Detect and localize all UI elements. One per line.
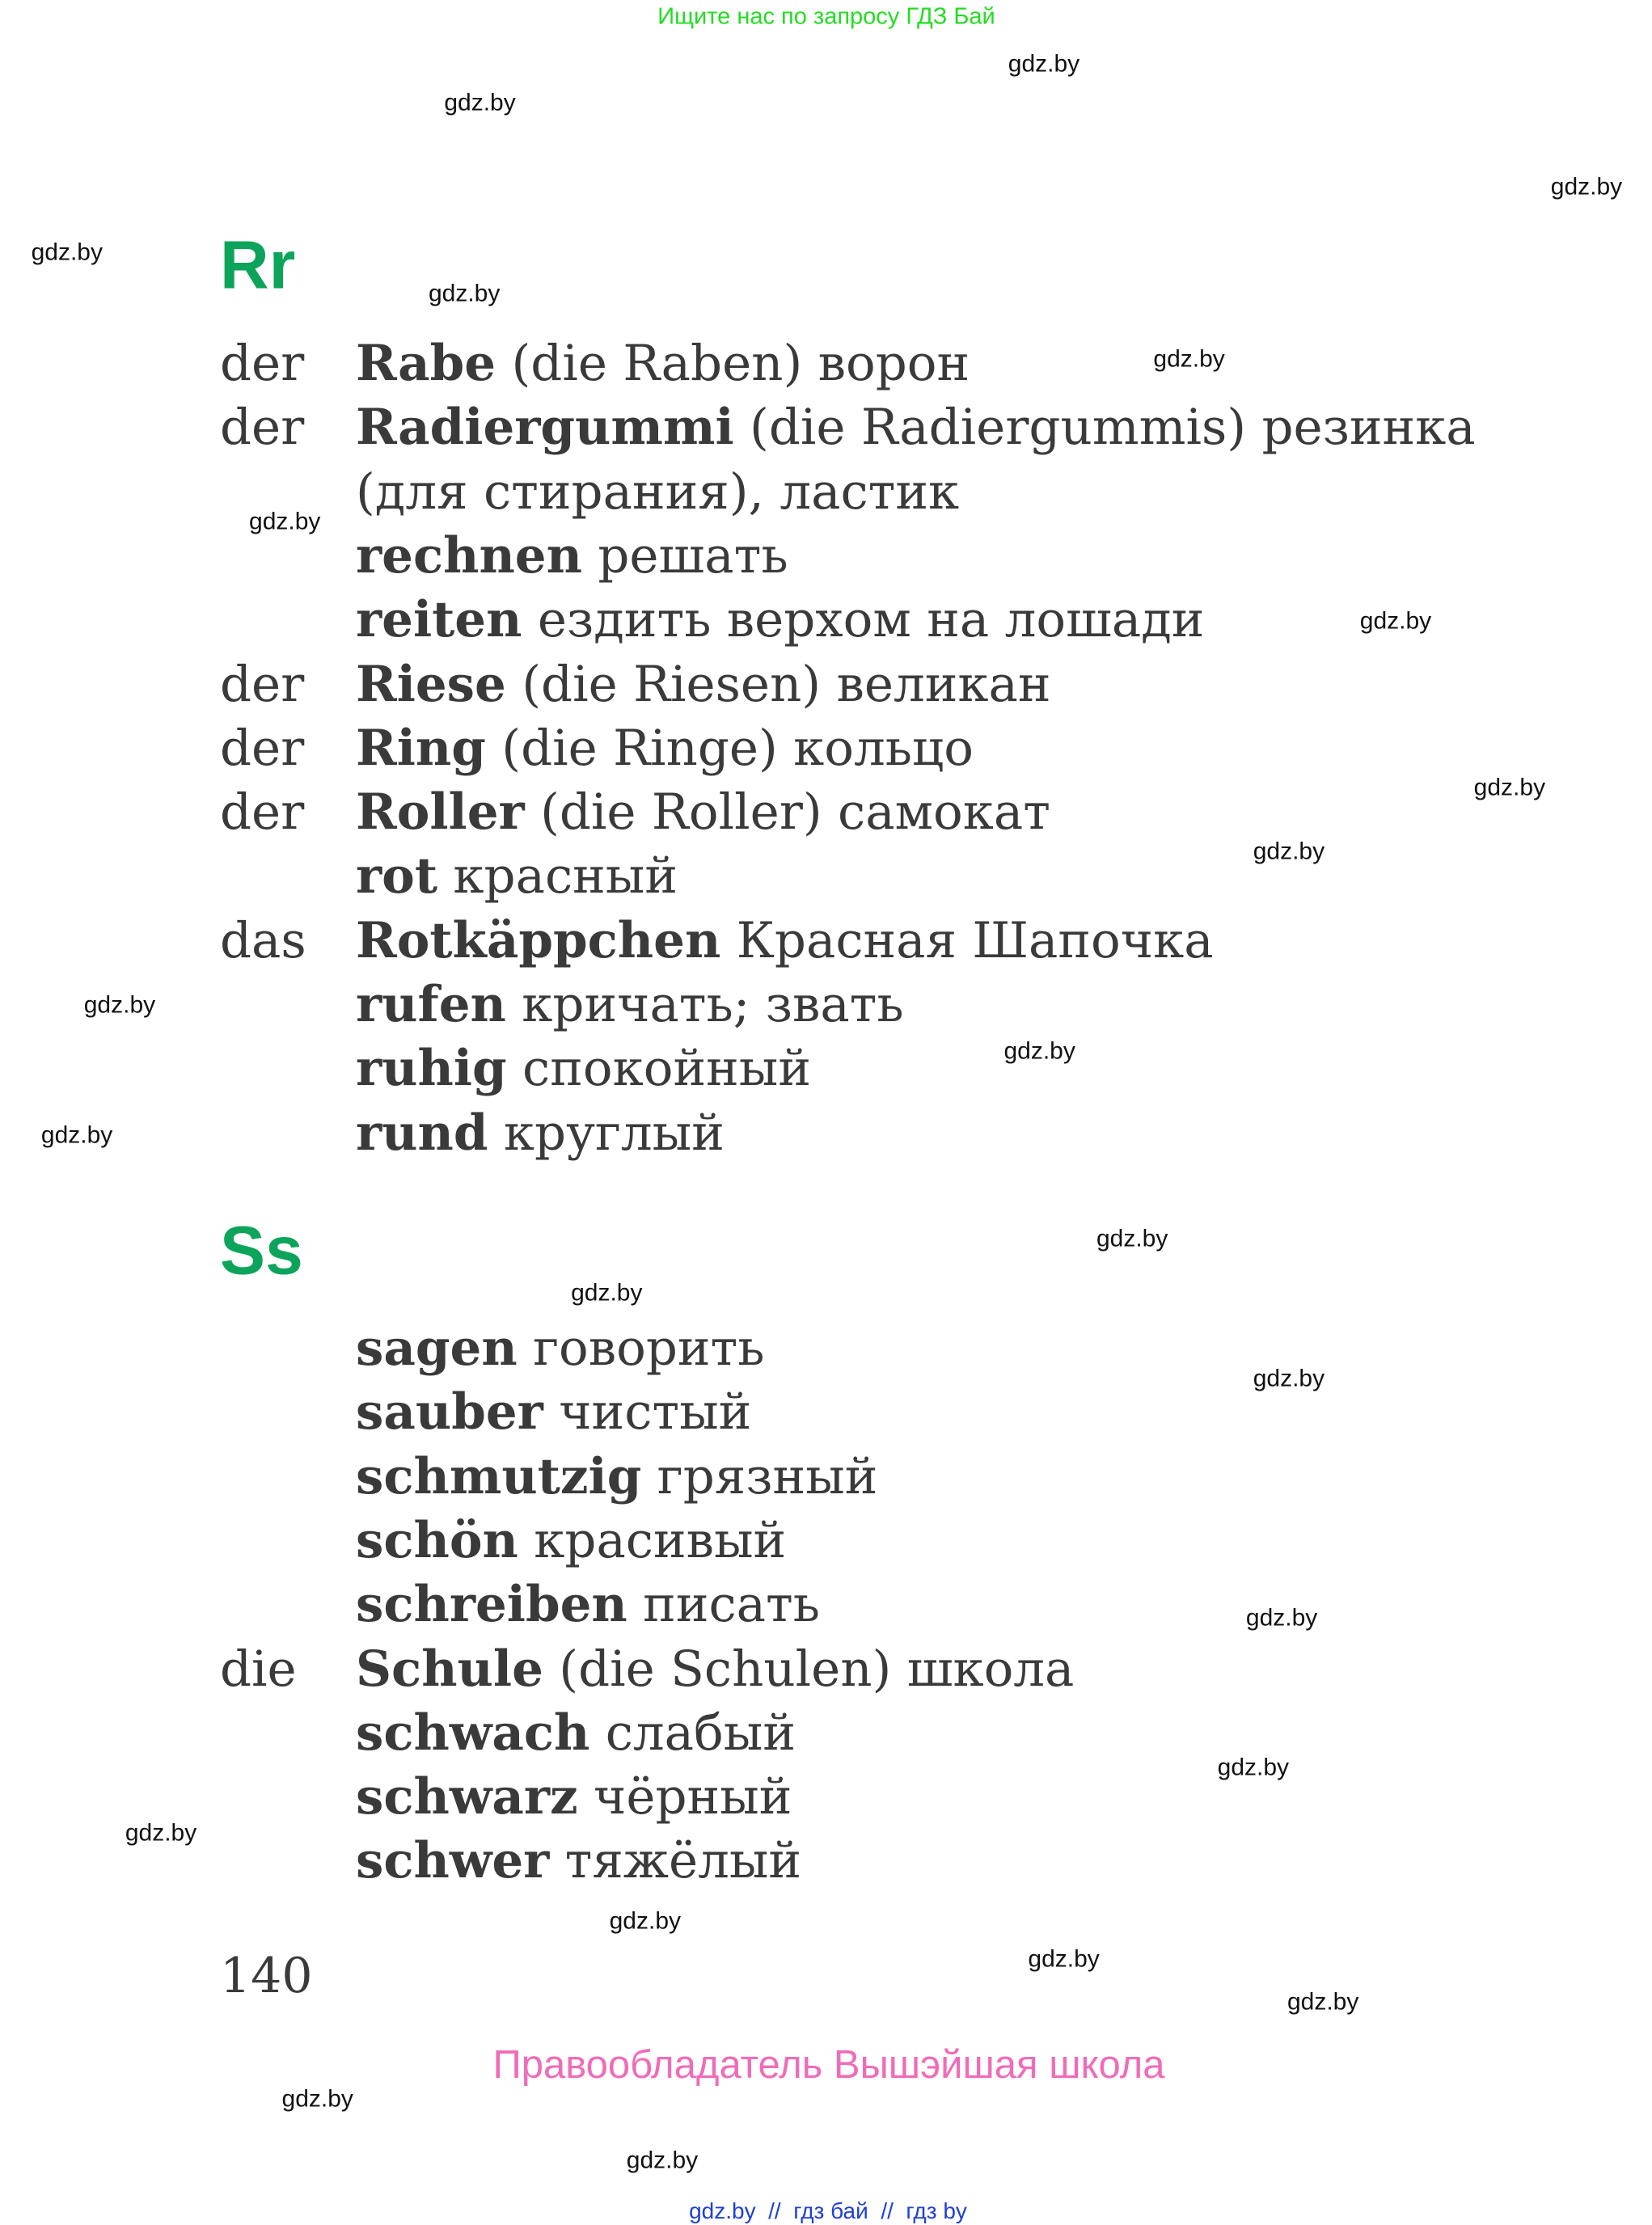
entry-word: Rotkäppchen <box>356 911 721 969</box>
watermark: gdz.by <box>609 1907 682 1935</box>
entry-text <box>356 1511 787 1569</box>
rights-holder: Правообладатель Вышэйшая школа <box>492 2043 1165 2087</box>
entry-word: Radiergummi <box>356 399 734 457</box>
watermark: gdz.by <box>571 1279 643 1307</box>
watermark: gdz.by <box>1096 1225 1168 1252</box>
watermark: gdz.by <box>1550 173 1623 201</box>
entry-text <box>356 1041 811 1096</box>
entry-translation: ездить верхом на лошади <box>522 591 1205 649</box>
watermark: gdz.by <box>1008 50 1080 78</box>
watermark: gdz.by <box>40 1121 113 1149</box>
entry-text <box>356 399 1476 457</box>
entry-text <box>356 911 1214 969</box>
entry-translation: Красная Шапочка <box>720 911 1214 969</box>
watermark: gdz.by <box>31 239 103 266</box>
entry-text <box>356 1383 752 1442</box>
section-letter-s: Ss <box>220 1212 303 1289</box>
entry-article: die <box>220 1640 297 1698</box>
entry-translation: говорить <box>517 1319 765 1377</box>
entry-translation: (die Schulen) школа <box>543 1640 1075 1698</box>
entry-word: schwarz <box>356 1768 578 1826</box>
entry-translation: (die Ringe) кольцо <box>485 719 974 777</box>
watermark: gdz.by <box>1473 774 1546 801</box>
entry-translation: чёрный <box>577 1768 792 1826</box>
watermark: gdz.by <box>83 991 156 1019</box>
entry-text <box>356 1577 820 1632</box>
entry-translation: (die Roller) самокат <box>524 783 1050 842</box>
page-number: 140 <box>220 1948 313 2004</box>
watermark: gdz.by <box>1253 838 1325 865</box>
entry-word: rechnen <box>356 526 582 585</box>
watermark: gdz.by <box>1028 1945 1100 1973</box>
watermark: gdz.by <box>1003 1037 1075 1065</box>
entry-word: sagen <box>356 1319 518 1377</box>
entry-translation: писать <box>627 1576 820 1634</box>
entry-translation: (для стирания), ластик <box>356 462 960 521</box>
entry-text <box>356 462 960 521</box>
entry-text <box>356 593 1204 647</box>
entry-translation: решать <box>581 526 788 585</box>
entry-word: Ring <box>356 719 486 777</box>
entry-translation: круглый <box>488 1104 725 1162</box>
entry-word: schwer <box>356 1832 550 1890</box>
entry-word: reiten <box>356 591 522 649</box>
entry-word: Roller <box>356 783 525 842</box>
watermark: gdz.by <box>428 280 501 307</box>
watermark: gdz.by <box>281 2085 353 2113</box>
entry-word: Schule <box>356 1640 543 1698</box>
watermark: gdz.by <box>1217 1754 1290 1781</box>
entry-translation: (die Raben) ворон <box>496 335 970 392</box>
entry-translation: слабый <box>589 1704 796 1762</box>
entry-word: Riese <box>356 655 506 713</box>
entry-word: rufen <box>356 976 506 1033</box>
entry-article: das <box>220 911 306 969</box>
watermark: gdz.by <box>626 2147 699 2174</box>
entry-article: der <box>220 655 305 713</box>
entry-word: ruhig <box>356 1040 507 1098</box>
entry-translation: спокойный <box>506 1040 811 1098</box>
entry-translation: грязный <box>641 1447 878 1505</box>
entry-translation: (die Riesen) великан <box>505 655 1051 713</box>
entry-word: schreiben <box>356 1576 627 1634</box>
watermark: gdz.by <box>125 1819 197 1847</box>
entry-word: schwach <box>356 1704 590 1762</box>
entry-text <box>356 1706 796 1760</box>
entry-article: der <box>220 783 305 842</box>
entry-word: schön <box>356 1511 518 1569</box>
entry-text <box>356 336 970 391</box>
entry-text <box>356 1447 878 1505</box>
entry-text <box>356 1642 1074 1696</box>
watermark: gdz.by <box>1359 607 1432 635</box>
watermark: gdz.by <box>1287 1988 1359 2016</box>
entry-article: der <box>220 335 305 392</box>
entry-text <box>356 526 788 585</box>
entry-text <box>356 977 904 1032</box>
entry-article: der <box>220 399 305 457</box>
entry-translation: чистый <box>543 1383 752 1442</box>
watermark: gdz.by <box>1245 1604 1318 1632</box>
entry-translation: тяжёлый <box>549 1832 802 1890</box>
watermark: gdz.by <box>1253 1365 1325 1392</box>
entry-word: sauber <box>356 1383 543 1442</box>
entry-text <box>356 1770 792 1824</box>
entry-translation: красный <box>437 847 678 906</box>
watermark: gdz.by <box>444 89 516 116</box>
entry-translation: красивый <box>518 1511 787 1569</box>
entry-word: rund <box>356 1104 488 1162</box>
entry-text <box>356 721 974 775</box>
entry-word: schmutzig <box>356 1447 642 1505</box>
footer-links[interactable]: gdz.by // гдз бай // гдз by <box>689 2198 967 2223</box>
entry-text <box>356 1834 801 1888</box>
watermark: gdz.by <box>249 508 321 535</box>
watermark: gdz.by <box>1153 345 1225 373</box>
entry-text <box>356 1321 765 1375</box>
entry-text <box>356 1106 725 1160</box>
entry-text <box>356 847 678 906</box>
entry-word: Rabe <box>356 335 496 392</box>
entry-translation: (die Radiergummis) резинка <box>733 399 1476 457</box>
top-search-note: Ищите нас по запросу ГДЗ Бай <box>657 3 995 30</box>
entry-text <box>356 783 1050 842</box>
entry-word: rot <box>356 847 438 906</box>
entry-text <box>356 657 1051 711</box>
entry-article: der <box>220 719 305 777</box>
section-letter-r: Rr <box>220 226 296 303</box>
entry-translation: кричать; звать <box>505 976 904 1033</box>
